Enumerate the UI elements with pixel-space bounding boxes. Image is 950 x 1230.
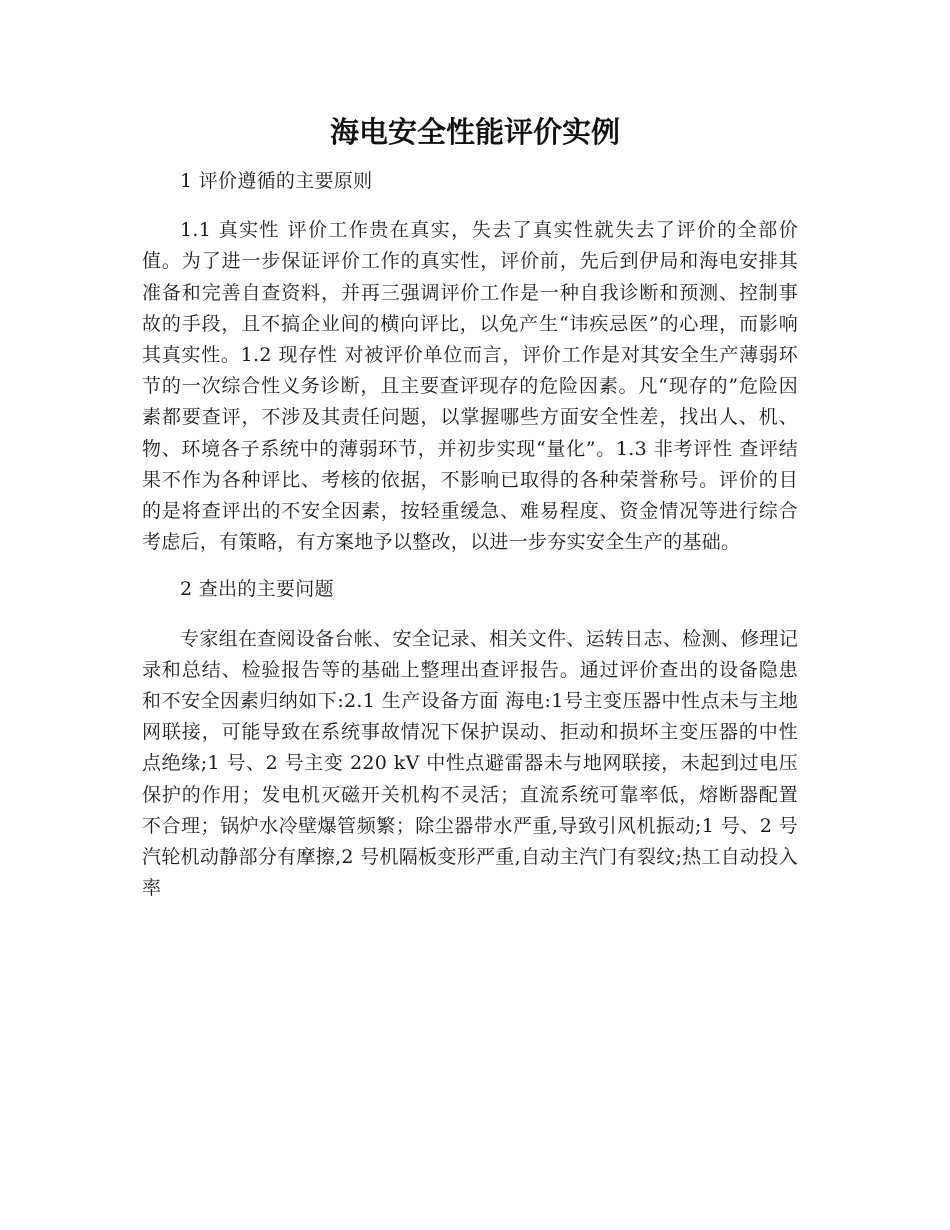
document-title: 海电安全性能评价实例 xyxy=(329,115,620,149)
section-1-body: 1.1 真实性 评价工作贵在真实，失去了真实性就失去了评价的全部价值。为了进一步保证评价工作的真实性，评价前，先后到伊局和海电安排其准备和完善自查资料，并再三强调评价工作是一种自我诊断和预测、控制事故的手段，且不搞企业间的横向评比，以免产生“讳疾忌医”的心理，而影响其真实性。1.2 现存性 对被评价单位而言，评价工作是对其安全生产薄弱环节的一次综合性义务诊断，且主要查评现存的危险因素。凡“现存的”危险因素都要查评，不涉及其责任问题，以掌握哪些方面安全性差，找出人、机、物、环境各子系统中的薄弱环节，并初步实现“量化”。1.3 非考评性 查评结果不作为各种评比、考核的依据，不影响已取得的各种荣誉称号。评价的目的是将查评出的不安全因素，按轻重缓急、难易程度、资金情况等进行综合考虑后，有策略，有方案地予以整改，以进一步夯实安全生产的基础。 xyxy=(142,219,798,554)
document-body xyxy=(142,166,798,920)
section-1-heading: 1 评价遵循的主要原则 xyxy=(180,170,373,192)
section-2-body: 专家组在查阅设备台帐、安全记录、相关文件、运转日志、检测、修理记录和总结、检验报告等的基础上整理出查评报告。通过评价查出的设备隐患和不安全因素归纳如下:2.1 生产设备方面 海电:1号主变压器中性点未与主地网联接，可能导致在系统事故情况下保护误动、拒动和损坏主变压器的中性点绝缘;1 号、2 号主变 220 kV 中性点避雷器未与地网联接，未起到过电压保护的作用；发电机灭磁开关机构不灵活；直流系统可靠率低，熔断器配置不合理；锅炉水冷壁爆管频繁；除尘器带水严重,导致引风机振动;1 号、2 号汽轮机动静部分有摩擦,2 号机隔板变形严重,自动主汽门有裂纹;热工自动投入率 xyxy=(142,627,798,900)
section-2-heading: 2 查出的主要问题 xyxy=(180,578,334,601)
